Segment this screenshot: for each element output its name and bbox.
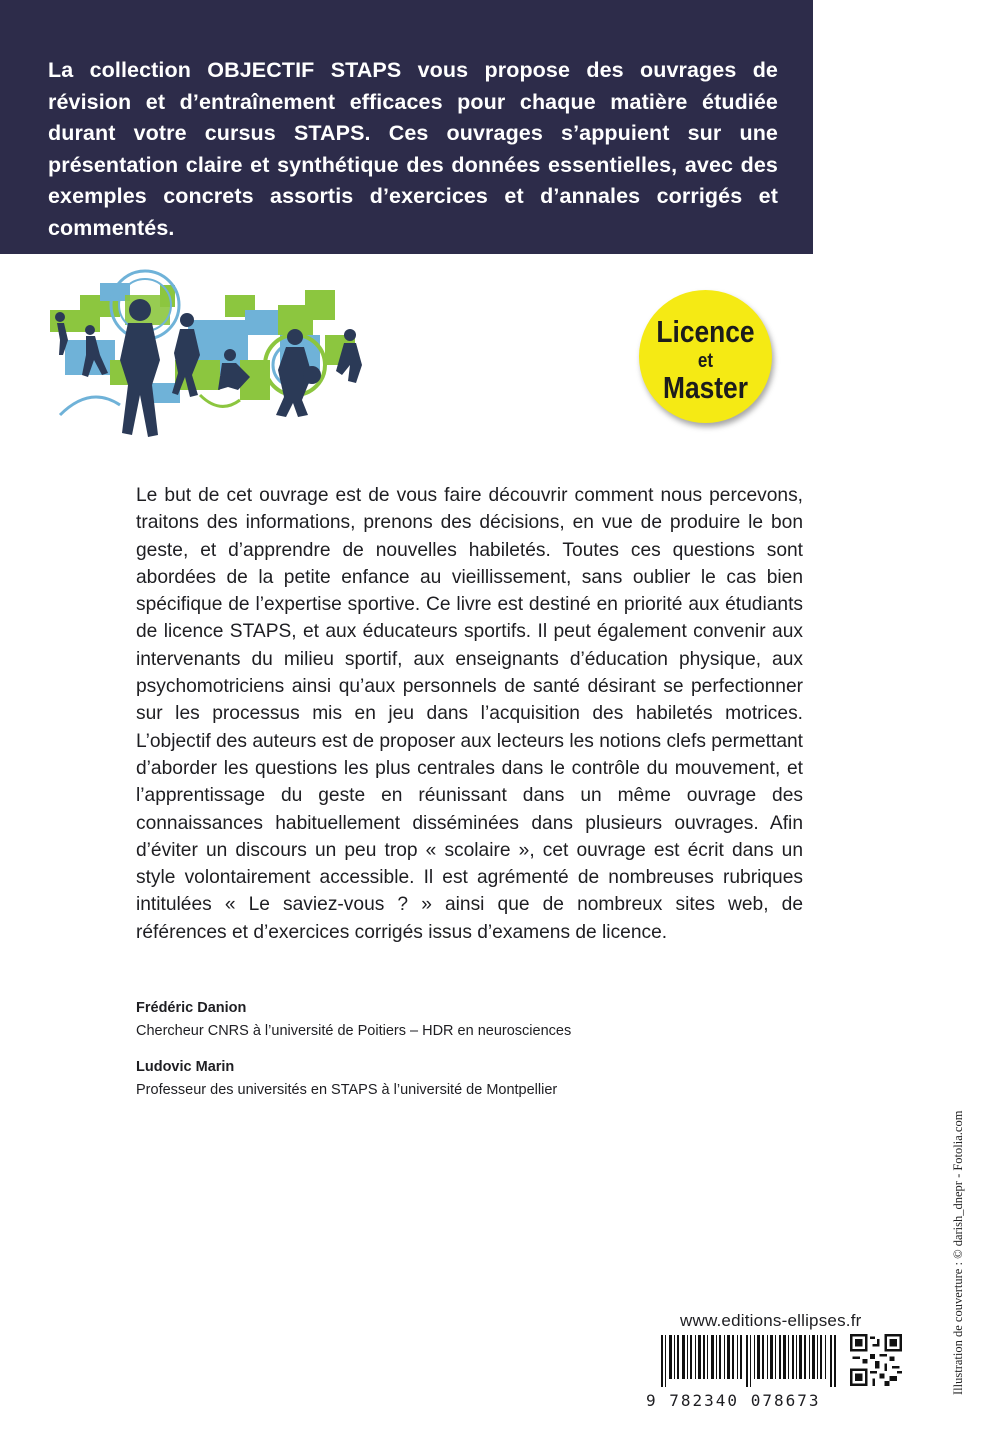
- collection-name: OBJECTIF STAPS: [207, 58, 402, 82]
- badge-line-2: et: [697, 350, 714, 372]
- author-1: [136, 1000, 571, 1039]
- author-2: [136, 1059, 557, 1098]
- badge-line-3: Master: [663, 370, 748, 405]
- collection-intro: [48, 55, 778, 244]
- cover-illustration-credit: Illustration de couverture : © darish_dnepr - Fotolia.com: [951, 1110, 965, 1395]
- author-role: Chercheur CNRS à l’université de Poitiers – HDR en neurosciences: [136, 1023, 572, 1039]
- qr-code: [850, 1334, 902, 1386]
- publisher-website[interactable]: www.editions-ellipses.fr: [680, 1311, 862, 1330]
- book-description: Le but de cet ouvrage est de vous faire découvrir comment nous percevons, traitons des informations, prenons des décisions, en vue de produire le bon geste, et d’apprendre de nouvelles habiletés. Toutes ces questions sont abordées de la petite enfance au vieillissement, sans oublier le cas bien spécifique de l’expertise sportive. Ce livre est destiné en priorité aux étudiants de licence STAPS, et aux éducateurs sportifs. Il peut également convenir aux intervenants du milieu sportif, aux enseignants d’éducation physique, aux psychomotriciens ainsi qu’aux personnels de santé désirant se perfectionner sur les processus mis en jeu dans l’acquisition des habiletés motrices. L’objectif des auteurs est de proposer aux lecteurs les notions clefs permettant d’aborder les questions les plus centrales dans le contrôle du mouvement, et l’apprentissage du geste en réunissant dans un même ouvrage des connaissances habituellement disséminées dans plusieurs ouvrages. Afin d’éviter un discours un peu trop « scolaire », cet ouvrage est écrit dans un style volontairement accessible. Il est agrémenté de nombreuses rubriques intitulées « Le saviez-vous ? » ainsi que de nombreux sites web, de références et d’exercices corrigés issus d’examens de licence.: [136, 485, 803, 943]
- author-name: Ludovic Marin: [136, 1059, 235, 1075]
- sport-silhouettes-illustration: [50, 265, 380, 445]
- barcode: [661, 1335, 836, 1387]
- intro-before: La collection: [48, 58, 208, 82]
- licence-master-badge: [639, 290, 772, 423]
- isbn-number: 9 782340 078673: [646, 1391, 821, 1410]
- author-name: Frédéric Danion: [136, 1000, 247, 1016]
- badge-line-1: Licence: [656, 314, 755, 349]
- intro-after: vous propose des ouvrages de révision et d’entraînement efficaces pour chaque matière étudiée durant votre cursus STAPS. Ces ouvrages s’appuient sur une présentation claire et synthétique des données essentielles, avec des exemples concrets assortis d’exercices et d’annales corrigés et commentés.: [48, 58, 778, 240]
- author-role: Professeur des universités en STAPS à l’université de Montpellier: [136, 1082, 558, 1098]
